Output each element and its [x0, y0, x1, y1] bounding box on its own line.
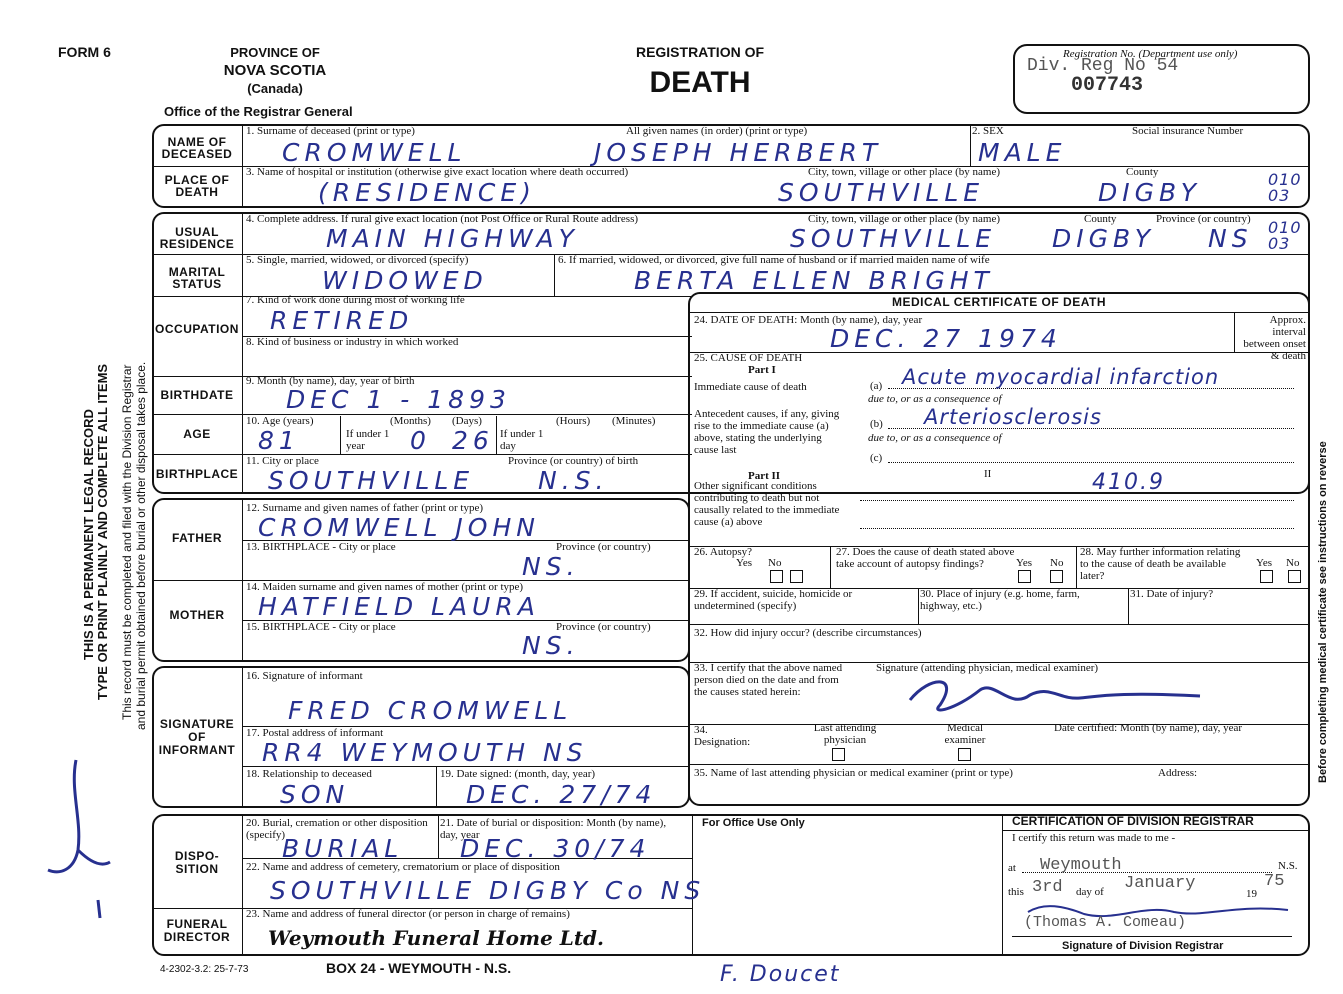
label-date-signed: 19. Date signed: (month, day, year)	[440, 768, 596, 780]
section-age: AGE	[183, 427, 211, 441]
label-res-city: City, town, village or other place (by name)	[808, 213, 1001, 225]
checkbox-further-no[interactable]	[1288, 570, 1301, 583]
footer-handwritten-note: F. Doucet	[720, 962, 841, 987]
label-due-to-1: due to, or as a consequence of	[868, 393, 1002, 405]
label-further-no: No	[1286, 557, 1300, 569]
label-physician-name: 35. Name of last attending physician or medical examiner (print or type)	[694, 767, 1013, 779]
label-physician-address: Address:	[1158, 767, 1198, 779]
value-res-code: 010 03	[1268, 218, 1302, 253]
label-burial-type: 20. Burial, cremation or other disposition (specify)	[246, 817, 428, 841]
checkbox-last-attending[interactable]	[832, 748, 845, 761]
value-age: 81	[258, 426, 300, 455]
label-birth-province: Province (or country) of birth	[508, 455, 639, 467]
label-address: 4. Complete address. If rural give exact location (not Post Office or Rural Route address)	[246, 213, 639, 225]
label-marital: 5. Single, married, widowed, or divorced (specify)	[246, 254, 469, 266]
division-registrar-title: CERTIFICATION OF DIVISION REGISTRAR	[1012, 814, 1254, 828]
side-text-right: Before completing medical certificate see instructions on reverse	[1317, 441, 1329, 783]
label-accident: 29. If accident, suicide, homicide or undetermined (specify)	[694, 588, 853, 612]
registration-number: 007743	[1071, 74, 1144, 97]
label-cemetery: 22. Name and address of cemetery, crematorium or place of disposition	[246, 861, 560, 873]
reg-no-label: Registration No. (Department use only)	[1063, 48, 1238, 60]
section-birthplace: BIRTHPLACE	[155, 467, 239, 481]
label-immediate: Immediate cause of death	[694, 381, 807, 393]
side-text-3: This record must be completed and filed with the Division Registrar	[120, 364, 134, 720]
registrar-name: (Thomas A. Comeau)	[1024, 914, 1187, 931]
value-res-city: SOUTHVILLE	[790, 224, 997, 253]
value-funeral-home: Weymouth Funeral Home Ltd.	[268, 926, 605, 950]
value-place: (RESIDENCE)	[318, 178, 536, 207]
section-place-of-death: PLACE OF DEATH	[164, 173, 230, 199]
physician-signature	[900, 670, 1220, 720]
division-certify-text: I certify this return was made to me -	[1012, 832, 1176, 844]
label-res-county: County	[1084, 213, 1117, 225]
label-registrar-signature: Signature of Division Registrar	[1062, 940, 1224, 952]
value-year: 75	[1264, 872, 1285, 891]
form-number: FORM 6	[58, 44, 111, 60]
label-days: (Days)	[452, 415, 482, 427]
label-further-yes: Yes	[1256, 557, 1273, 569]
value-cause-b: Arteriosclerosis	[924, 405, 1102, 429]
line-c-marker: (c)	[870, 452, 883, 464]
label-place-county: County	[1126, 166, 1159, 178]
value-burial-date: DEC. 30/74	[460, 834, 651, 863]
value-funeral-address: BOX 24 - WEYMOUTH - N.S.	[326, 960, 512, 976]
value-spouse: BERTA ELLEN BRIGHT	[634, 266, 994, 295]
line-part2-2	[860, 528, 1294, 529]
label-age: 10. Age (years)	[246, 415, 314, 427]
section-informant: SIGNATURE OF INFORMANT	[158, 717, 236, 757]
label-mother-province: Province (or country)	[556, 621, 651, 633]
label-place-of-injury: 30. Place of injury (e.g. home, farm, highway, etc.)	[920, 588, 1080, 612]
label-year-prefix: 19	[1246, 888, 1257, 900]
section-disposition: DISPO- SITION	[174, 849, 220, 876]
label-informant-signature: 16. Signature of informant	[246, 670, 363, 682]
label-months: (Months)	[390, 415, 431, 427]
label-autopsy-no: No	[768, 557, 782, 569]
value-age-months: 0	[410, 426, 431, 455]
section-funeral-director: FUNERAL DIRECTOR	[163, 917, 231, 944]
line-part2-1	[860, 500, 1294, 501]
label-certify: 33. I certify that the above named person died on the date and from the causes stated herein:	[694, 662, 843, 698]
label-given-names: All given names (in order) (print or type)	[626, 125, 808, 137]
label-birthdate: 9. Month (by name), day, year of birth	[246, 375, 415, 387]
label-surname: 1. Surname of deceased (print or type)	[246, 125, 415, 137]
label-under-day: If under 1 day	[500, 428, 544, 452]
side-text-2: TYPE OR PRINT PLAINLY AND COMPLETE ALL ITEMS	[95, 363, 110, 700]
label-due-to-2: due to, or as a consequence of	[868, 432, 1002, 444]
value-age-days: 26	[452, 426, 494, 455]
label-mother-birth: 15. BIRTHPLACE - City or place	[246, 621, 396, 633]
label-cause-of-death: 25. CAUSE OF DEATH	[694, 352, 803, 364]
label-date-of-injury: 31. Date of injury?	[1130, 588, 1214, 600]
value-informant-address: RR4 WEYMOUTH NS	[262, 738, 588, 767]
registrar-office: Office of the Registrar General	[164, 104, 353, 119]
label-date-of-death: 24. DATE OF DEATH: Month (by name), day, year	[694, 314, 923, 326]
value-mark-ii: II	[984, 468, 992, 480]
label-date-certified: Date certified: Month (by name), day, year	[1054, 722, 1243, 734]
value-place-county: DIGBY	[1098, 178, 1201, 207]
value-date-signed: DEC. 27/74	[466, 780, 657, 809]
page-title: DEATH	[649, 66, 751, 99]
label-father: 12. Surname and given names of father (print or type)	[246, 502, 484, 514]
office-use-title: For Office Use Only	[702, 817, 805, 829]
label-approx-interval: Approx. interval between onset & death	[1243, 314, 1306, 362]
value-birth-city: SOUTHVILLE	[268, 466, 475, 495]
label-how-injury: 32. How did injury occur? (describe circumstances)	[694, 627, 922, 639]
value-informant: FRED CROMWELL	[288, 696, 573, 725]
label-hospital: 3. Name of hospital or institution (otherwise give exact location where death occurred)	[246, 166, 629, 178]
label-place-city: City, town, village or other place (by name)	[808, 166, 1001, 178]
label-informant-address: 17. Postal address of informant	[246, 727, 384, 739]
margin-pen-mark	[40, 750, 120, 930]
label-father-birth: 13. BIRTHPLACE - City or place	[246, 541, 396, 553]
label-hours: (Hours)	[556, 415, 591, 427]
label-findings-yes: Yes	[1016, 557, 1033, 569]
checkbox-findings-no[interactable]	[1050, 570, 1063, 583]
label-medical-examiner: Medical examiner	[944, 722, 986, 746]
section-name-of-deceased: NAME OF DECEASED	[161, 135, 233, 161]
value-at: Weymouth	[1040, 856, 1122, 875]
label-under-year: If under 1 year	[346, 428, 390, 452]
checkbox-findings-yes[interactable]	[1018, 570, 1031, 583]
label-work: 7. Kind of work done during most of working life	[246, 294, 465, 306]
province-line2: NOVA SCOTIA	[223, 62, 327, 79]
value-relationship: SON	[280, 780, 350, 809]
value-place-city: SOUTHVILLE	[778, 178, 985, 207]
checkbox-further-yes[interactable]	[1260, 570, 1273, 583]
side-text-4: and burial permit obtained before burial or other disposal takes place.	[134, 361, 148, 730]
div-reg-number: Div. Reg No 54	[1027, 56, 1179, 76]
label-spouse: 6. If married, widowed, or divorced, give full name of husband or if married maiden name of wife	[558, 254, 990, 266]
value-given-names: JOSEPH HERBERT	[594, 138, 883, 167]
label-sex: 2. SEX	[972, 125, 1004, 137]
section-birthdate: BIRTHDATE	[160, 388, 234, 402]
province-block	[200, 44, 350, 98]
label-res-province: Province (or country)	[1156, 213, 1251, 225]
label-relationship: 18. Relationship to deceased	[246, 768, 372, 780]
value-sex: MALE	[978, 138, 1067, 167]
label-burial-date: 21. Date of burial or disposition: Month (by name), day, year	[440, 817, 667, 841]
value-birthdate: DEC 1 - 1893	[286, 385, 511, 414]
label-designation: 34. Designation:	[694, 724, 751, 748]
label-business: 8. Kind of business or industry in which worked	[246, 336, 459, 348]
label-other-conditions: Other significant conditions contributing to death but not causally related to the immediate cause (a) above	[694, 480, 840, 528]
label-further-info: 28. May further information relating to the cause of death be available later?	[1080, 546, 1241, 582]
value-cemetery: SOUTHVILLE DIGBY Co NS	[270, 876, 706, 905]
value-mother-birth: NS.	[522, 631, 580, 660]
label-mother: 14. Maiden surname and given names of mother (print or type)	[246, 581, 524, 593]
label-birth-city: 11. City or place	[246, 455, 319, 467]
label-minutes: (Minutes)	[612, 415, 656, 427]
title-small: REGISTRATION OF	[635, 44, 765, 60]
label-part2: Part II	[748, 470, 781, 482]
province-line3: (Canada)	[247, 81, 303, 96]
section-usual-residence: USUAL RESIDENCE	[159, 225, 235, 251]
value-surname: CROMWELL	[282, 138, 467, 167]
label-autopsy-findings: 27. Does the cause of death stated above take account of autopsy findings?	[836, 546, 1015, 570]
value-death-date: DEC. 27 1974	[830, 324, 1062, 353]
value-father: CROMWELL JOHN	[258, 513, 540, 542]
value-code: 410.9	[1092, 470, 1165, 495]
line-c	[888, 462, 1294, 463]
label-findings-no: No	[1050, 557, 1064, 569]
line-b-marker: (b)	[870, 418, 883, 430]
medical-title: MEDICAL CERTIFICATE OF DEATH	[892, 295, 1106, 309]
value-mother: HATFIELD LAURA	[258, 592, 540, 621]
section-occupation: OCCUPATION	[155, 322, 239, 336]
label-antecedent: Antecedent causes, if any, giving rise to the immediate cause (a) above, stating the underlying cause last	[694, 408, 840, 456]
section-mother: MOTHER	[169, 608, 225, 622]
label-this: this	[1008, 886, 1024, 898]
checkbox-autopsy-no[interactable]	[790, 570, 803, 583]
registration-number-box	[1013, 44, 1310, 114]
label-social-insurance: Social insurance Number	[1132, 125, 1244, 137]
checkbox-autopsy-yes[interactable]	[770, 570, 783, 583]
label-autopsy: 26. Autopsy?	[694, 546, 753, 558]
label-last-attending: Last attending physician	[813, 722, 877, 746]
label-day-of: day of	[1076, 886, 1104, 898]
value-county-code: 010 03	[1268, 170, 1302, 205]
value-cause-a: Acute myocardial infarction	[902, 365, 1220, 389]
label-ns: N.S.	[1278, 860, 1298, 872]
line-signature	[1012, 936, 1292, 937]
form-code: 4-2302-3.2: 25-7-73	[160, 964, 249, 975]
value-occupation: RETIRED	[270, 306, 414, 335]
value-address: MAIN HIGHWAY	[326, 224, 579, 253]
section-marital-status: MARITAL STATUS	[168, 265, 226, 291]
side-text-1: THIS IS A PERMANENT LEGAL RECORD	[81, 409, 96, 660]
value-month: January	[1124, 874, 1196, 893]
label-part1: Part I	[748, 364, 776, 376]
value-res-county: DIGBY	[1052, 224, 1155, 253]
label-autopsy-yes: Yes	[736, 557, 753, 569]
label-at: at	[1008, 862, 1016, 874]
value-father-birth: NS.	[522, 552, 580, 581]
label-physician-signature: Signature (attending physician, medical examiner)	[876, 662, 1099, 674]
label-father-province: Province (or country)	[556, 541, 651, 553]
value-marital: WIDOWED	[322, 266, 488, 295]
province-line1: PROVINCE OF	[230, 45, 320, 60]
line-a-marker: (a)	[870, 380, 883, 392]
value-disposition: BURIAL	[282, 834, 404, 863]
value-day: 3rd	[1032, 878, 1063, 897]
value-res-province: NS	[1208, 224, 1253, 253]
checkbox-medical-examiner[interactable]	[958, 748, 971, 761]
value-birth-province: N.S.	[538, 466, 609, 495]
section-father: FATHER	[171, 531, 223, 545]
label-funeral-director: 23. Name and address of funeral director (or person in charge of remains)	[246, 908, 570, 920]
